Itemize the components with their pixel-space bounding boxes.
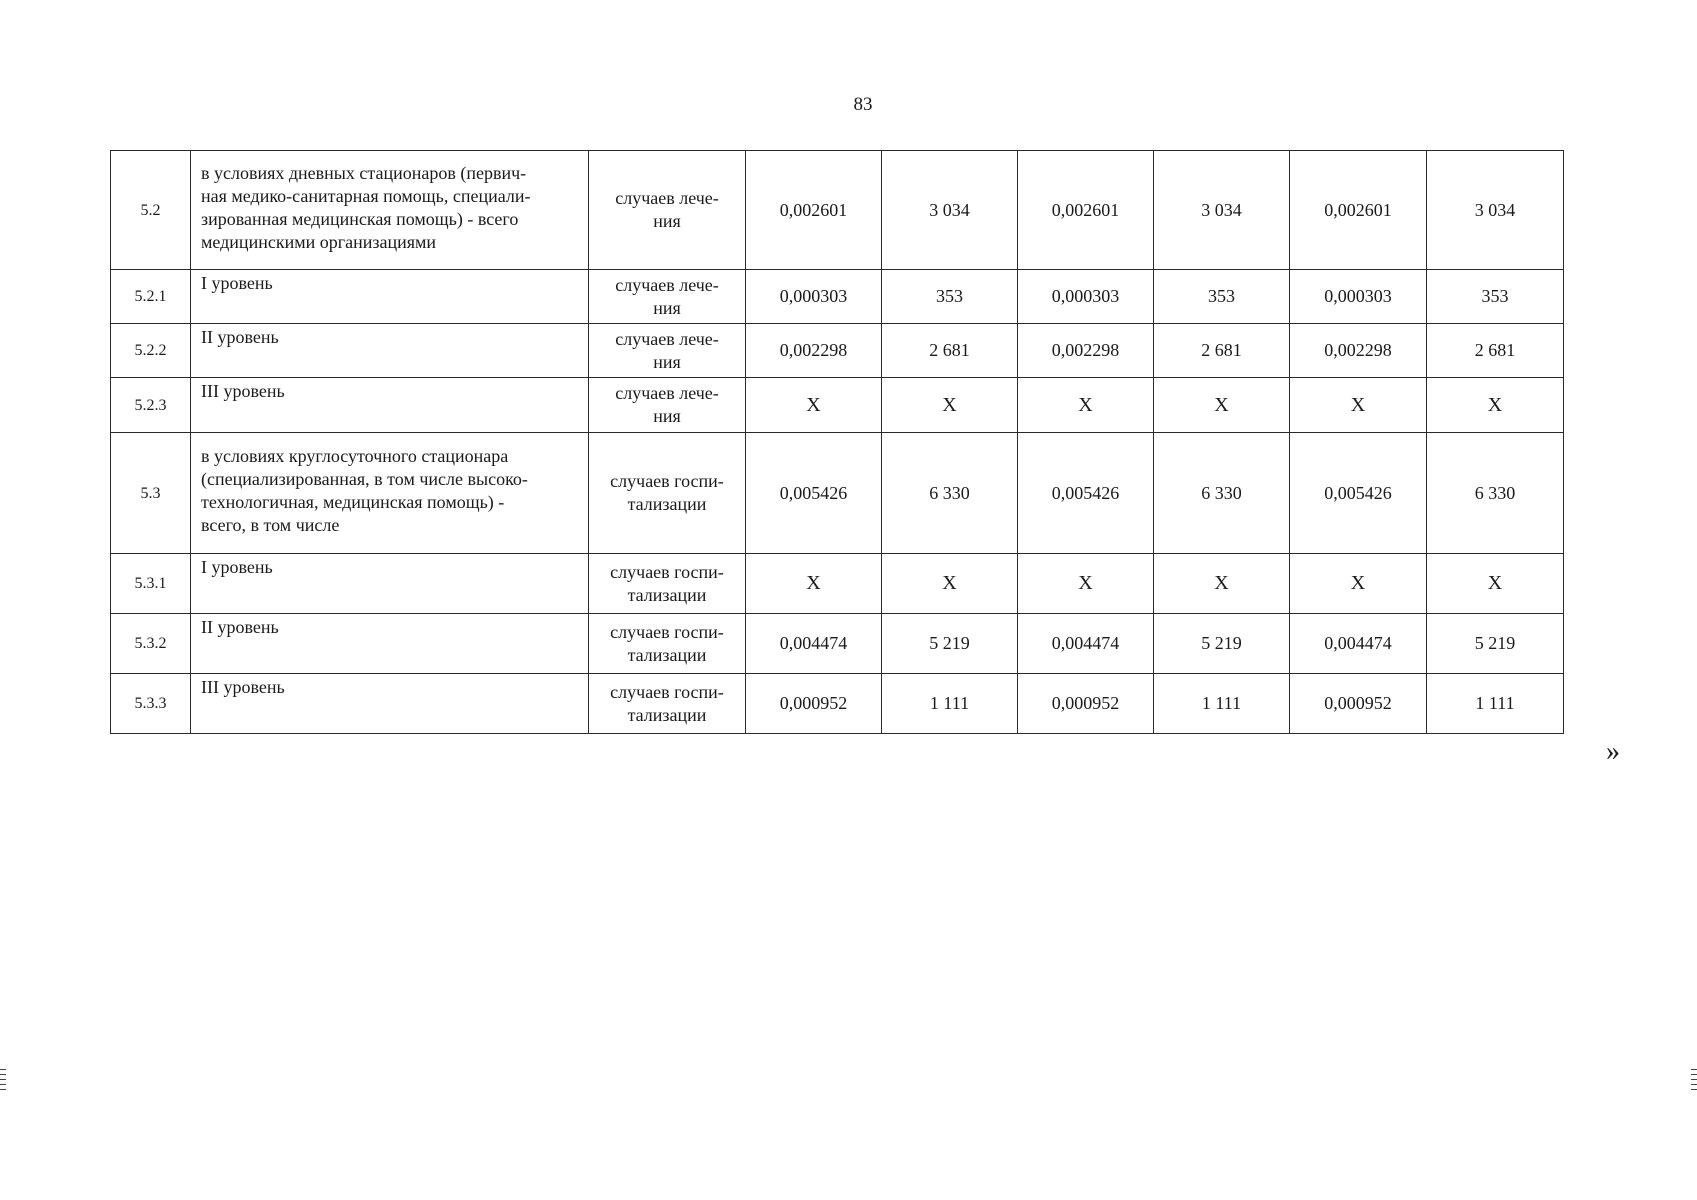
value-cell: 6 330 [1427, 433, 1564, 554]
row-unit: случаев лече- ния [589, 151, 746, 270]
row-number: 5.2 [111, 151, 191, 270]
margin-mark [1691, 1084, 1697, 1085]
margin-mark [0, 1084, 6, 1085]
value-cell: 0,004474 [1290, 614, 1427, 674]
margin-mark [0, 1089, 6, 1090]
row-number: 5.3 [111, 433, 191, 554]
row-unit: случаев госпи- тализации [589, 614, 746, 674]
margin-mark [1691, 1074, 1697, 1075]
value-cell: 1 111 [1154, 674, 1290, 734]
value-cell: X [1018, 554, 1154, 614]
table-row [111, 378, 1564, 433]
value-cell: 353 [1427, 270, 1564, 324]
row-name: III уровень [191, 674, 589, 734]
value-cell: X [746, 378, 882, 433]
value-cell: X [882, 554, 1018, 614]
margin-mark [0, 1079, 6, 1080]
value-cell: 0,000303 [746, 270, 882, 324]
row-number: 5.3.1 [111, 554, 191, 614]
value-cell: 5 219 [1427, 614, 1564, 674]
margin-mark [1691, 1089, 1697, 1090]
value-cell: 0,005426 [1290, 433, 1427, 554]
value-cell: X [1154, 378, 1290, 433]
value-cell: 0,002298 [1290, 324, 1427, 378]
row-number: 5.2.1 [111, 270, 191, 324]
table-body [111, 151, 1564, 734]
value-cell: 0,002601 [1290, 151, 1427, 270]
row-name: I уровень [191, 270, 589, 324]
value-cell: 0,004474 [746, 614, 882, 674]
value-cell: 0,002298 [746, 324, 882, 378]
table-row [111, 270, 1564, 324]
value-cell: 1 111 [1427, 674, 1564, 734]
value-cell: 6 330 [882, 433, 1018, 554]
table-row [111, 151, 1564, 270]
value-cell: 0,002601 [746, 151, 882, 270]
margin-mark [1691, 1069, 1697, 1070]
value-cell: 5 219 [1154, 614, 1290, 674]
row-name: I уровень [191, 554, 589, 614]
closing-quote: » [1606, 736, 1620, 767]
table-row [111, 554, 1564, 614]
value-cell: 0,000303 [1290, 270, 1427, 324]
value-cell: 353 [1154, 270, 1290, 324]
row-name: в условиях круглосуточного стационара (специализированная, в том числе высоко- технологичная, медицинская помощь) - всего, в том числе [191, 433, 589, 554]
margin-mark [0, 1069, 6, 1070]
value-cell: 0,005426 [746, 433, 882, 554]
value-cell: 0,002298 [1018, 324, 1154, 378]
value-cell: 0,000303 [1018, 270, 1154, 324]
value-cell: X [1018, 378, 1154, 433]
value-cell: 0,000952 [746, 674, 882, 734]
table-row [111, 324, 1564, 378]
value-cell: 3 034 [1154, 151, 1290, 270]
margin-mark [1691, 1079, 1697, 1080]
value-cell: 2 681 [1427, 324, 1564, 378]
table-row [111, 433, 1564, 554]
value-cell: 353 [882, 270, 1018, 324]
row-unit: случаев лече- ния [589, 378, 746, 433]
value-cell: 3 034 [882, 151, 1018, 270]
row-number: 5.2.2 [111, 324, 191, 378]
value-cell: 0,000952 [1018, 674, 1154, 734]
row-unit: случаев госпи- тализации [589, 554, 746, 614]
value-cell: 2 681 [882, 324, 1018, 378]
value-cell: 0,000952 [1290, 674, 1427, 734]
value-cell: 5 219 [882, 614, 1018, 674]
table-row [111, 674, 1564, 734]
page-number: 83 [853, 94, 873, 115]
value-cell: 0,004474 [1018, 614, 1154, 674]
row-number: 5.2.3 [111, 378, 191, 433]
value-cell: 3 034 [1427, 151, 1564, 270]
row-name: II уровень [191, 614, 589, 674]
row-name: II уровень [191, 324, 589, 378]
value-cell: X [882, 378, 1018, 433]
value-cell: 6 330 [1154, 433, 1290, 554]
value-cell: X [1290, 554, 1427, 614]
row-number: 5.3.2 [111, 614, 191, 674]
row-number: 5.3.3 [111, 674, 191, 734]
table-row [111, 614, 1564, 674]
data-table [110, 150, 1564, 734]
value-cell: 2 681 [1154, 324, 1290, 378]
margin-mark [0, 1074, 6, 1075]
value-cell: 1 111 [882, 674, 1018, 734]
value-cell: 0,005426 [1018, 433, 1154, 554]
value-cell: X [1427, 554, 1564, 614]
value-cell: 0,002601 [1018, 151, 1154, 270]
value-cell: X [1427, 378, 1564, 433]
value-cell: X [1290, 378, 1427, 433]
row-unit: случаев лече- ния [589, 324, 746, 378]
row-unit: случаев лече- ния [589, 270, 746, 324]
row-name: III уровень [191, 378, 589, 433]
row-unit: случаев госпи- тализации [589, 674, 746, 734]
row-name: в условиях дневных стационаров (первич- ная медико-санитарная помощь, специали- зированная медицинская помощь) - всего медицинскими организациями [191, 151, 589, 270]
value-cell: X [746, 554, 882, 614]
row-unit: случаев госпи- тализации [589, 433, 746, 554]
value-cell: X [1154, 554, 1290, 614]
